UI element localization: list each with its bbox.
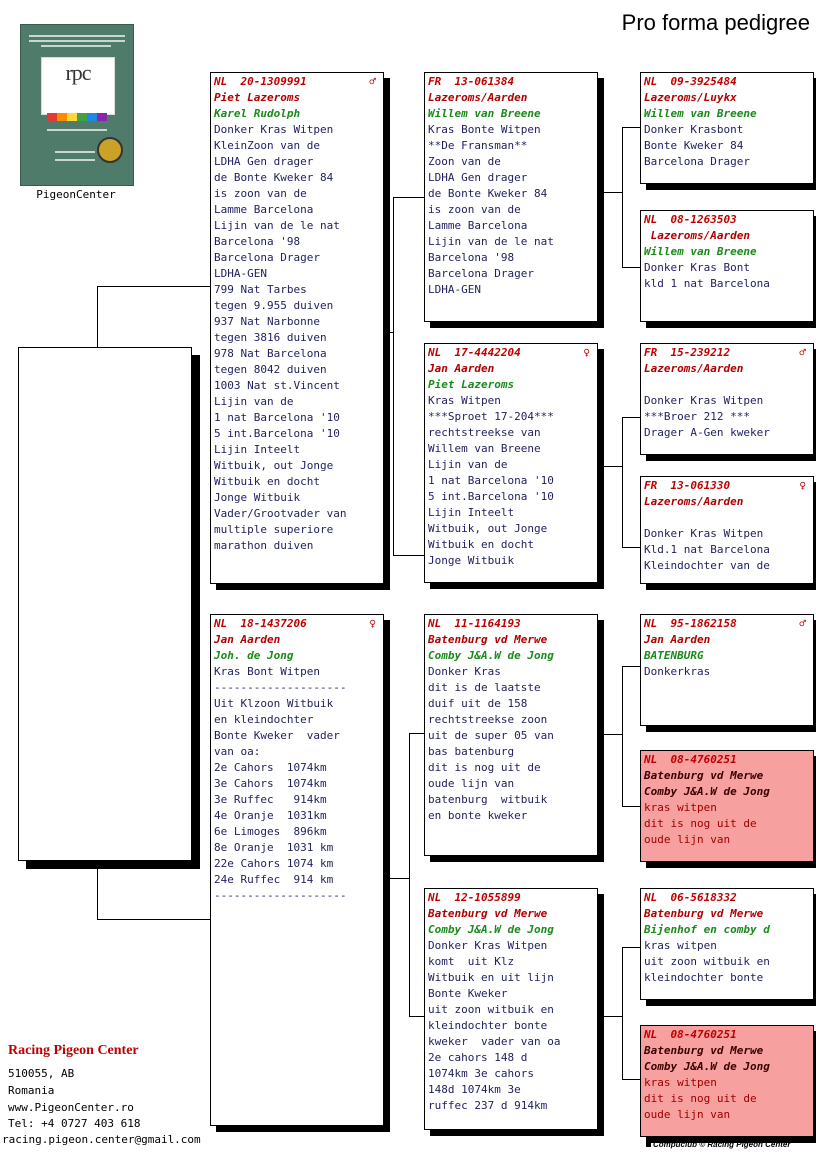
- pedigree-line: 1 nat Barcelona '10: [428, 474, 554, 487]
- bird-box-ffm[interactable]: [640, 210, 814, 322]
- pigeoncenter-logo: [20, 24, 134, 186]
- pedigree-line: uit zoon witbuik en: [428, 1003, 554, 1016]
- bird-box-mfm[interactable]: [640, 750, 814, 862]
- pedigree-line: 799 Nat Tarbes: [214, 283, 307, 296]
- male-icon: ♂: [799, 346, 806, 359]
- ring-number: [644, 616, 810, 632]
- breeder-secondary: Comby J&A.W de Jong: [644, 1060, 770, 1073]
- website-link[interactable]: www.PigeonCenter.ro: [8, 1101, 134, 1114]
- pedigree-line: 22e Cahors 1074 km: [214, 857, 334, 870]
- pedigree-line: 4e Oranje 1031km: [214, 809, 327, 822]
- breeder-name: Jan Aarden: [644, 633, 711, 646]
- footer-credit: [646, 1140, 790, 1149]
- ring-text: NL 18-1437206: [214, 617, 307, 630]
- pedigree-line: Lamme Barcelona: [214, 203, 314, 216]
- connector: [384, 332, 394, 333]
- pedigree-line: 5 int.Barcelona '10: [214, 427, 340, 440]
- breeder-secondary: Karel Rudolph: [214, 107, 301, 120]
- pedigree-line: Lijin van de: [214, 395, 294, 408]
- connector: [622, 127, 623, 267]
- pedigree-line: 3e Cahors 1074km: [214, 777, 327, 790]
- pedigree-line: Witbuik en uit lijn: [428, 971, 554, 984]
- pedigree-line: Kras Bont Witpen: [214, 665, 320, 678]
- bird-box-mother-mother[interactable]: [424, 888, 598, 1130]
- pedigree-line: dit is nog uit de: [644, 1092, 757, 1105]
- ring-text: NL 08-1263503: [644, 213, 737, 226]
- pedigree-line: kleindochter bonte: [644, 971, 764, 984]
- stripe-orange: [57, 113, 67, 121]
- ring-text: NL 09-3925484: [644, 75, 737, 88]
- pedigree-line: Bonte Kweker vader: [214, 729, 340, 742]
- pedigree-line: Jonge Witbuik: [214, 491, 301, 504]
- ring-text: NL 95-1862158: [644, 617, 737, 630]
- pedigree-line: is zoon van de: [428, 203, 521, 216]
- connector: [622, 1079, 640, 1080]
- pedigree-line: de Bonte Kweker 84: [214, 171, 334, 184]
- pedigree-line: rechtstreekse van: [428, 426, 541, 439]
- bird-box-mmf[interactable]: [640, 888, 814, 1000]
- pedigree-line: rechtstreekse zoon: [428, 713, 548, 726]
- pedigree-line: Witbuik, out Jonge: [428, 522, 548, 535]
- pedigree-line: Donker Kras: [428, 665, 501, 678]
- pedigree-line: Kras Bonte Witpen: [428, 123, 541, 136]
- pedigree-line: KleinZoon van de: [214, 139, 320, 152]
- connector: [597, 1016, 623, 1017]
- stripe-green: [77, 113, 87, 121]
- ring-number: [214, 616, 380, 632]
- breeder-name: Batenburg vd Merwe: [428, 907, 548, 920]
- pedigree-line: LDHA-GEN: [214, 267, 267, 280]
- footer-text: Compuclub © Racing Pigeon Center: [653, 1140, 791, 1149]
- female-icon: ♀: [583, 346, 590, 359]
- breeder-secondary: Comby J&A.W de Jong: [644, 785, 770, 798]
- pedigree-line: Barcelona '98: [428, 251, 515, 264]
- pedigree-line: Lijin van de le nat: [214, 219, 340, 232]
- breeder-secondary: Willem van Breene: [644, 107, 757, 120]
- pedigree-line: 24e Ruffec 914 km: [214, 873, 334, 886]
- ring-number: [644, 345, 810, 361]
- pedigree-line: uit zoon witbuik en: [644, 955, 770, 968]
- pedigree-line: bas batenburg: [428, 745, 515, 758]
- breeder-name: Batenburg vd Merwe: [428, 633, 548, 646]
- pedigree-line: 1074km 3e cahors: [428, 1067, 534, 1080]
- breeder-name: Lazeroms/Aarden: [644, 362, 744, 375]
- pedigree-line: batenburg witbuik: [428, 793, 548, 806]
- pedigree-line: 1003 Nat st.Vincent: [214, 379, 340, 392]
- email-link[interactable]: racing.pigeon.center@gmail.com: [2, 1133, 201, 1146]
- bird-box-father-mother[interactable]: [424, 343, 598, 583]
- connector: [622, 547, 640, 548]
- pedigree-line: oude lijn van: [644, 1108, 731, 1121]
- pedigree-line: 2e Cahors 1074km: [214, 761, 327, 774]
- connector: [393, 197, 394, 555]
- connector: [97, 286, 210, 287]
- pedigree-line: Donker Kras Witpen: [644, 527, 764, 540]
- connector: [409, 733, 410, 1016]
- connector: [622, 666, 640, 667]
- connector: [622, 806, 640, 807]
- connector: [597, 734, 623, 735]
- ring-number: [428, 74, 594, 90]
- pedigree-line: Barcelona Drager: [644, 155, 750, 168]
- pedigree-line: Donker Kras Witpen: [644, 394, 764, 407]
- pedigree-line: Lijin van de: [428, 458, 508, 471]
- pedigree-line: oude lijn van: [428, 777, 515, 790]
- pigeon-photo-placeholder: [18, 347, 192, 861]
- bird-box-mother[interactable]: [210, 614, 384, 1126]
- ring-text: NL 06-5618332: [644, 891, 737, 904]
- breeder-secondary: BATENBURG: [644, 649, 704, 662]
- pedigree-line: marathon duiven: [214, 539, 314, 552]
- connector: [384, 878, 410, 879]
- pedigree-line: Bonte Kweker: [428, 987, 508, 1000]
- breeder-name: Lazeroms/Aarden: [644, 495, 744, 508]
- pedigree-line: multiple superiore: [214, 523, 334, 536]
- pedigree-line: 3e Ruffec 914km: [214, 793, 327, 806]
- ring-text: NL 12-1055899: [428, 891, 521, 904]
- pedigree-line: tegen 3816 duiven: [214, 331, 327, 344]
- pedigree-line: kras witpen: [644, 939, 717, 952]
- bird-box-fmm[interactable]: [640, 476, 814, 584]
- ring-number: [214, 74, 380, 90]
- pedigree-line: en kleindochter: [214, 713, 314, 726]
- pedigree-line: Jonge Witbuik: [428, 554, 515, 567]
- logo-color-stripes: [47, 113, 107, 121]
- breeder-name: Lazeroms/Aarden: [644, 229, 750, 242]
- ring-number: [644, 212, 810, 228]
- ring-text: NL 11-1164193: [428, 617, 521, 630]
- breeder-secondary: Joh. de Jong: [214, 649, 294, 662]
- pedigree-line: ***Sproet 17-204***: [428, 410, 554, 423]
- pedigree-line: 2e cahors 148 d: [428, 1051, 528, 1064]
- pedigree-line: ruffec 237 d 914km: [428, 1099, 548, 1112]
- ring-number: [428, 890, 594, 906]
- ring-number: [644, 752, 810, 768]
- pedigree-line: is zoon van de: [214, 187, 307, 200]
- pedigree-line: Lijin Inteelt: [428, 506, 515, 519]
- pedigree-line: 5 int.Barcelona '10: [428, 490, 554, 503]
- bird-box-fmf[interactable]: [640, 343, 814, 455]
- address-line: Romania: [8, 1084, 55, 1097]
- pedigree-line: kleindochter bonte: [428, 1019, 548, 1032]
- bird-box-mmm[interactable]: [640, 1025, 814, 1137]
- connector: [597, 192, 623, 193]
- pedigree-line: Donker Kras Bont: [644, 261, 750, 274]
- ring-number: [644, 74, 810, 90]
- pedigree-line: dit is nog uit de: [644, 817, 757, 830]
- pedigree-line: **De Fransman**: [428, 139, 528, 152]
- bird-box-father-father[interactable]: [424, 72, 598, 322]
- breeder-name: Batenburg vd Merwe: [644, 769, 764, 782]
- connector: [97, 919, 210, 920]
- ring-text: FR 13-061330: [644, 479, 731, 492]
- connector: [622, 417, 640, 418]
- pedigree-line: de Bonte Kweker 84: [428, 187, 548, 200]
- pedigree-line: Barcelona Drager: [428, 267, 534, 280]
- pedigree-line: tegen 8042 duiven: [214, 363, 327, 376]
- pedigree-line: [644, 377, 810, 393]
- female-icon: ♀: [369, 617, 376, 630]
- pedigree-line: 8e Oranje 1031 km: [214, 841, 334, 854]
- medal-icon: [97, 137, 123, 163]
- pedigree-line: kras witpen: [644, 801, 717, 814]
- pedigree-line: Donker Krasbont: [644, 123, 744, 136]
- male-icon: ♂: [369, 75, 376, 88]
- phone-number: Tel: +4 0727 403 618: [8, 1117, 141, 1130]
- logo-caption: PigeonCenter: [36, 188, 116, 201]
- bird-box-fff[interactable]: [640, 72, 814, 184]
- ring-text: FR 13-061384: [428, 75, 515, 88]
- pedigree-line: LDHA-GEN: [428, 283, 481, 296]
- ring-number: [644, 890, 810, 906]
- pedigree-line: 6e Limoges 896km: [214, 825, 327, 838]
- pedigree-line: Donker Kras Witpen: [428, 939, 548, 952]
- pedigree-line: van oa:: [214, 745, 261, 758]
- connector: [97, 286, 98, 348]
- pedigree-line: Donker Kras Witpen: [214, 123, 334, 136]
- pedigree-line: [644, 510, 810, 526]
- connector: [622, 947, 640, 948]
- pedigree-line: uit de super 05 van: [428, 729, 554, 742]
- page-title: Pro forma pedigree: [621, 10, 810, 35]
- pedigree-line: oude lijn van: [644, 833, 731, 846]
- pedigree-line: ***Broer 212 ***: [644, 410, 750, 423]
- pedigree-line: Bonte Kweker 84: [644, 139, 744, 152]
- ring-number: [644, 1027, 810, 1043]
- pedigree-line: kld 1 nat Barcelona: [644, 277, 770, 290]
- connector: [622, 947, 623, 1079]
- breeder-name: Jan Aarden: [214, 633, 281, 646]
- ring-text: NL 17-4442204: [428, 346, 521, 359]
- logo-card: [41, 57, 115, 115]
- bird-box-father[interactable]: [210, 72, 384, 584]
- pedigree-line: komt uit Klz: [428, 955, 515, 968]
- breeder-name: Batenburg vd Merwe: [644, 1044, 764, 1057]
- ring-number: [428, 345, 594, 361]
- stripe-purple: [97, 113, 107, 121]
- breeder-name: Piet Lazeroms: [214, 91, 301, 104]
- pedigree-line: Vader/Grootvader van: [214, 507, 347, 520]
- pedigree-line: Kras Witpen: [428, 394, 501, 407]
- pedigree-line: --------------------: [214, 681, 347, 694]
- breeder-name: Batenburg vd Merwe: [644, 907, 764, 920]
- pedigree-line: Lijin van de le nat: [428, 235, 554, 248]
- pedigree-line: tegen 9.955 duiven: [214, 299, 334, 312]
- pedigree-line: LDHA Gen drager: [214, 155, 314, 168]
- stripe-yellow: [67, 113, 77, 121]
- address-line: 510055, AB: [8, 1067, 75, 1080]
- breeder-name: Jan Aarden: [428, 362, 495, 375]
- pedigree-line: Kleindochter van de: [644, 559, 770, 572]
- connector: [409, 1016, 425, 1017]
- bird-box-mff[interactable]: [640, 614, 814, 726]
- connector: [97, 866, 98, 920]
- breeder-secondary: Comby J&A.W de Jong: [428, 649, 554, 662]
- bird-box-mother-father[interactable]: [424, 614, 598, 856]
- connector: [622, 267, 640, 268]
- ring-number: [644, 478, 810, 494]
- connector: [622, 127, 640, 128]
- breeder-secondary: Willem van Breene: [644, 245, 757, 258]
- breeder-secondary: Bijenhof en comby d: [644, 923, 770, 936]
- connector: [393, 555, 425, 556]
- breeder-secondary: Piet Lazeroms: [428, 378, 515, 391]
- pedigree-line: Zoon van de: [428, 155, 501, 168]
- connector: [622, 666, 623, 806]
- stripe-red: [47, 113, 57, 121]
- pedigree-line: dit is de laatste: [428, 681, 541, 694]
- connector: [409, 733, 425, 734]
- breeder-secondary: Comby J&A.W de Jong: [428, 923, 554, 936]
- pedigree-line: Witbuik en docht: [214, 475, 320, 488]
- pedigree-line: 978 Nat Barcelona: [214, 347, 327, 360]
- center-name: Racing Pigeon Center: [8, 1043, 139, 1058]
- pedigree-line: Willem van Breene: [428, 442, 541, 455]
- pedigree-line: duif uit de 158: [428, 697, 528, 710]
- ring-text: FR 15-239212: [644, 346, 731, 359]
- pedigree-line: Donkerkras: [644, 665, 711, 678]
- pedigree-line: en bonte kweker: [428, 809, 528, 822]
- stripe-blue: [87, 113, 97, 121]
- ring-text: NL 20-1309991: [214, 75, 307, 88]
- square-icon: [646, 1142, 651, 1147]
- pedigree-line: Drager A-Gen kweker: [644, 426, 770, 439]
- connector: [622, 417, 623, 547]
- pedigree-line: dit is nog uit de: [428, 761, 541, 774]
- pedigree-line: Barcelona Drager: [214, 251, 320, 264]
- connector: [393, 197, 425, 198]
- pedigree-line: --------------------: [214, 889, 347, 902]
- logo-text: rpc: [65, 60, 91, 85]
- pedigree-line: kras witpen: [644, 1076, 717, 1089]
- ring-text: NL 08-4760251: [644, 753, 737, 766]
- pedigree-line: Lijin Inteelt: [214, 443, 301, 456]
- pedigree-line: Barcelona '98: [214, 235, 301, 248]
- pedigree-line: Kld.1 nat Barcelona: [644, 543, 770, 556]
- pedigree-line: Witbuik, out Jonge: [214, 459, 334, 472]
- breeder-name: Lazeroms/Luykx: [644, 91, 737, 104]
- breeder-name: Lazeroms/Aarden: [428, 91, 528, 104]
- connector: [597, 466, 623, 467]
- pedigree-line: 1 nat Barcelona '10: [214, 411, 340, 424]
- pedigree-line: Witbuik en docht: [428, 538, 534, 551]
- pedigree-line: Lamme Barcelona: [428, 219, 528, 232]
- ring-text: NL 08-4760251: [644, 1028, 737, 1041]
- pedigree-line: 148d 1074km 3e: [428, 1083, 521, 1096]
- breeder-secondary: Willem van Breene: [428, 107, 541, 120]
- pedigree-line: Uit Klzoon Witbuik: [214, 697, 334, 710]
- ring-number: [428, 616, 594, 632]
- pedigree-line: 937 Nat Narbonne: [214, 315, 320, 328]
- female-icon: ♀: [799, 479, 806, 492]
- pedigree-line: kweker vader van oa: [428, 1035, 561, 1048]
- male-icon: ♂: [799, 617, 806, 630]
- pedigree-line: LDHA Gen drager: [428, 171, 528, 184]
